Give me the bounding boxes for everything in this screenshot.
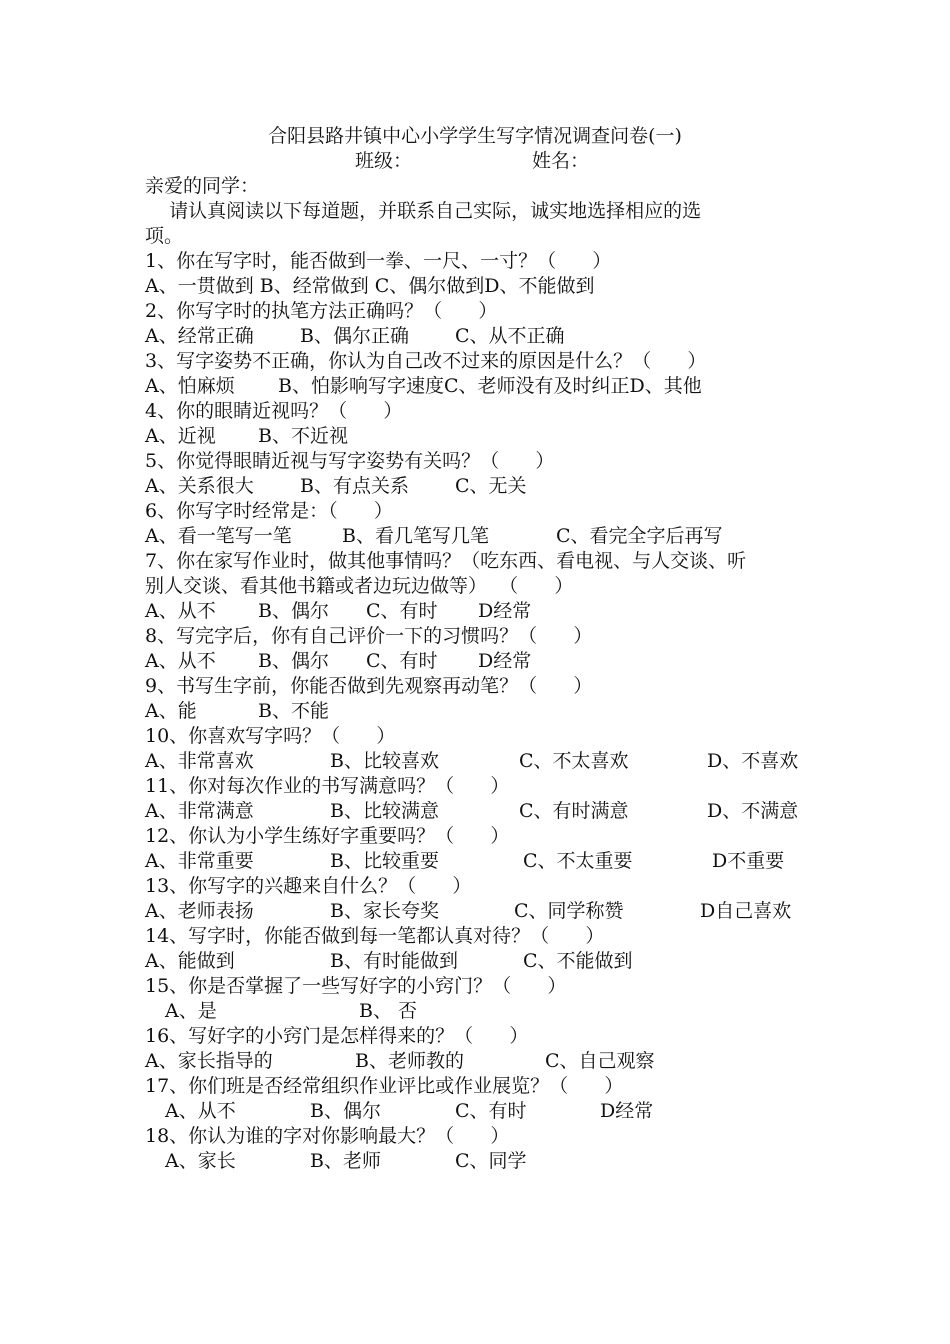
question-1-option: A、一贯做到 B、经常做到 C、偶尔做到D、不能做到 <box>145 275 595 297</box>
question-12: 12、你认为小学生练好字重要吗？（ ） <box>145 825 510 847</box>
question-15-option: A、是 <box>165 1000 217 1022</box>
question-17-option: C、有时 <box>455 1100 527 1122</box>
question-9-option: B、不能 <box>258 700 329 722</box>
question-7: 7、你在家写作业时，做其他事情吗？（吃东西、看电视、与人交谈、听 <box>145 550 747 572</box>
question-18-option: B、老师 <box>310 1150 381 1172</box>
question-15-option: B、 否 <box>359 1000 418 1022</box>
question-14-option: B、有时能做到 <box>330 950 458 972</box>
question-13: 13、你写字的兴趣来自什么？（ ） <box>145 875 472 897</box>
question-1: 1、你在写字时，能否做到一拳、一尺、一寸？（ ） <box>145 250 612 272</box>
intro-line-1: 请认真阅读以下每道题，并联系自己实际，诚实地选择相应的选 <box>145 200 702 222</box>
question-18-option: A、家长 <box>165 1150 236 1172</box>
question-11-option: D、不满意 <box>707 800 799 822</box>
question-11: 11、你对每次作业的书写满意吗？（ ） <box>145 775 510 797</box>
question-15: 15、你是否掌握了一些写好字的小窍门？（ ） <box>145 975 567 997</box>
question-13-option: C、同学称赞 <box>514 900 624 922</box>
question-11-option: C、有时满意 <box>519 800 629 822</box>
greeting: 亲爱的同学： <box>145 175 260 197</box>
question-16-option: A、家长指导的 <box>145 1050 273 1072</box>
question-6-option: B、看几笔写几笔 <box>342 525 489 547</box>
question-4: 4、你的眼睛近视吗？（ ） <box>145 400 403 422</box>
question-14-option: A、能做到 <box>145 950 235 972</box>
question-12-option: A、非常重要 <box>145 850 254 872</box>
question-16-option: C、自己观察 <box>545 1050 655 1072</box>
question-4-option: B、不近视 <box>258 425 348 447</box>
intro-line-2: 项。 <box>145 225 184 247</box>
question-13-option: B、家长夸奖 <box>330 900 439 922</box>
page-title: 合阳县路井镇中心小学学生写字情况调查问卷(一) <box>268 125 682 147</box>
question-8-option: C、有时 <box>366 650 438 672</box>
question-7-option: A、从不 <box>145 600 216 622</box>
question-10-option: B、比较喜欢 <box>330 750 439 772</box>
question-14: 14、写字时，你能否做到每一笔都认真对待？（ ） <box>145 925 605 947</box>
question-10: 10、你喜欢写字吗？（ ） <box>145 725 396 747</box>
name-label: 姓名： <box>532 150 590 172</box>
question-10-option: A、非常喜欢 <box>145 750 254 772</box>
question-12-option: D不重要 <box>712 850 785 872</box>
question-3: 3、写字姿势不正确，你认为自己改不过来的原因是什么？（ ） <box>145 350 707 372</box>
question-3-option: A、怕麻烦 <box>145 375 235 397</box>
question-7-cont: 别人交谈、看其他书籍或者边玩边做等） （ ） <box>145 575 574 597</box>
question-13-option: D自己喜欢 <box>700 900 792 922</box>
question-18-option: C、同学 <box>455 1150 527 1172</box>
question-10-option: C、不太喜欢 <box>519 750 629 772</box>
question-14-option: C、不能做到 <box>523 950 633 972</box>
question-11-option: B、比较满意 <box>330 800 439 822</box>
question-7-option: B、偶尔 <box>258 600 329 622</box>
question-17-option: D经常 <box>600 1100 654 1122</box>
question-13-option: A、老师表扬 <box>145 900 254 922</box>
question-2-option: C、从不正确 <box>455 325 565 347</box>
question-6-option: C、看完全字后再写 <box>556 525 723 547</box>
question-17-option: B、偶尔 <box>310 1100 381 1122</box>
question-7-option: C、有时 <box>366 600 438 622</box>
question-8-option: A、从不 <box>145 650 216 672</box>
question-5: 5、你觉得眼睛近视与写字姿势有关吗？（ ） <box>145 450 555 472</box>
question-17: 17、你们班是否经常组织作业评比或作业展览？（ ） <box>145 1075 624 1097</box>
question-2: 2、你写字时的执笔方法正确吗？（ ） <box>145 300 498 322</box>
question-17-option: A、从不 <box>165 1100 236 1122</box>
question-8-option: B、偶尔 <box>258 650 329 672</box>
question-11-option: A、非常满意 <box>145 800 254 822</box>
question-2-option: A、经常正确 <box>145 325 254 347</box>
question-12-option: C、不太重要 <box>523 850 633 872</box>
question-16: 16、写好字的小窍门是怎样得来的？（ ） <box>145 1025 529 1047</box>
question-5-option: A、关系很大 <box>145 475 254 497</box>
question-3-option: B、怕影响写字速度C、老师没有及时纠正D、其他 <box>278 375 702 397</box>
question-8: 8、写完字后，你有自己评价一下的习惯吗？（ ） <box>145 625 593 647</box>
question-5-option: B、有点关系 <box>300 475 409 497</box>
question-9: 9、书写生字前，你能否做到先观察再动笔？（ ） <box>145 675 593 697</box>
question-12-option: B、比较重要 <box>330 850 439 872</box>
question-10-option: D、不喜欢 <box>707 750 799 772</box>
question-9-option: A、能 <box>145 700 197 722</box>
question-2-option: B、偶尔正确 <box>300 325 409 347</box>
question-8-option: D经常 <box>478 650 532 672</box>
question-6-option: A、看一笔写一笔 <box>145 525 292 547</box>
question-7-option: D经常 <box>478 600 532 622</box>
question-16-option: B、老师教的 <box>355 1050 464 1072</box>
question-6: 6、你写字时经常是：（ ） <box>145 500 393 522</box>
question-18: 18、你认为谁的字对你影响最大？（ ） <box>145 1125 510 1147</box>
class-label: 班级： <box>355 150 413 172</box>
question-5-option: C、无关 <box>455 475 527 497</box>
question-4-option: A、近视 <box>145 425 216 447</box>
